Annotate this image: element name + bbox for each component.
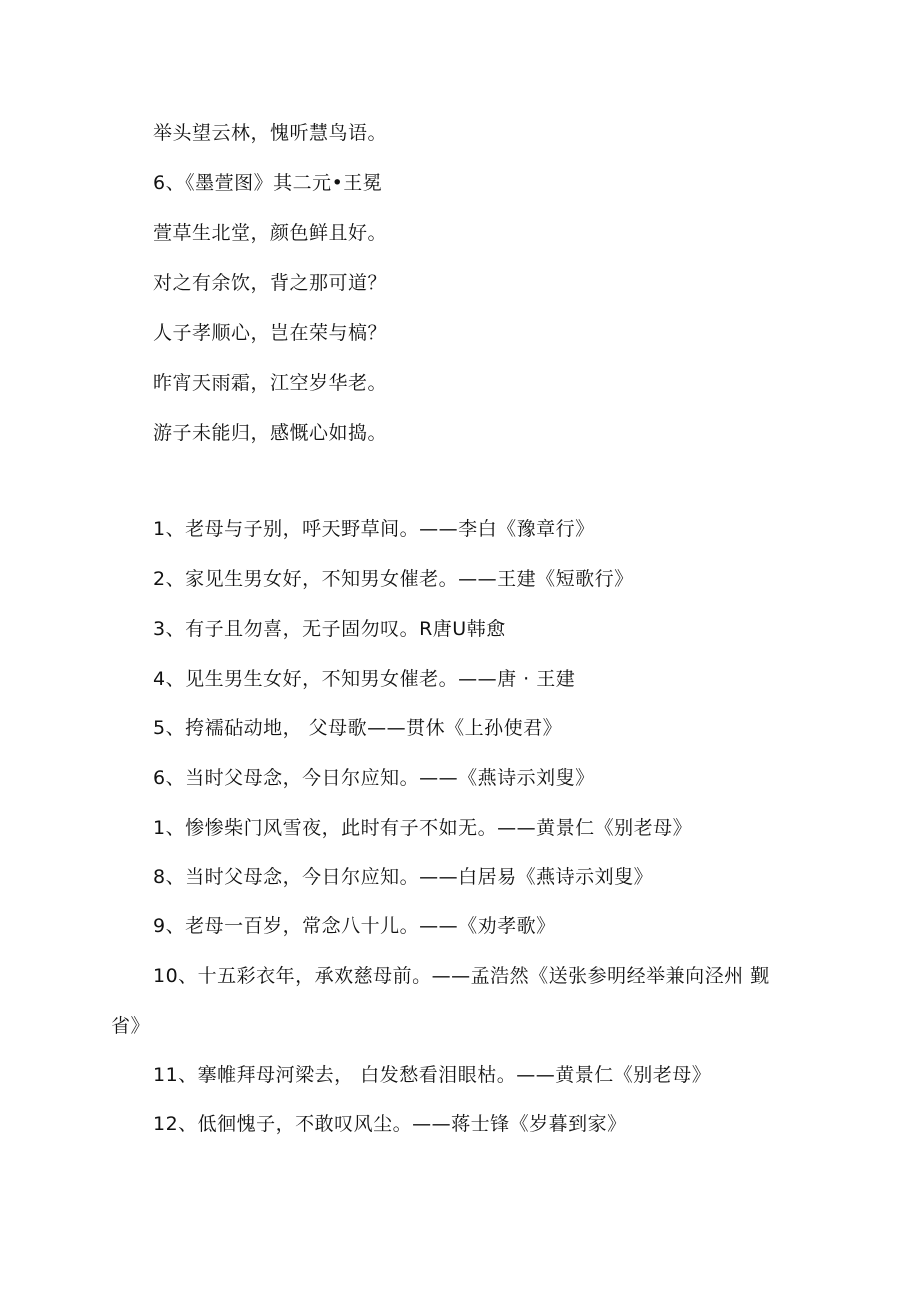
quote-item-continuation: 省》	[111, 1015, 151, 1037]
quote-item: 1、惨惨柴门风雪夜，此时有子不如无。——黄景仁《别老母》	[153, 817, 693, 839]
quote-item: 11、搴帷拜母河梁去， 白发愁看泪眼枯。——黄景仁《别老母》	[153, 1064, 712, 1086]
poem-line: 人子孝顺心，岂在荣与槁？	[153, 322, 388, 344]
quote-item: 9、老母一百岁，常念八十儿。——《劝孝歌》	[153, 915, 556, 937]
quote-item: 6、当时父母念，今日尔应知。——《燕诗示刘叟》	[153, 767, 595, 789]
poem-line: 萱草生北堂，颜色鲜且好。	[153, 222, 388, 244]
quote-item: 2、家见生男女好，不知男女催老。——王建《短歌行》	[153, 568, 634, 590]
poem-line: 举头望云林，愧听慧鸟语。	[153, 122, 388, 144]
poem-title: 6、《墨萱图》其二元•王冕	[153, 172, 383, 194]
poem-line: 昨宵天雨霜，江空岁华老。	[153, 372, 388, 394]
poem-line: 对之有余饮，背之那可道？	[153, 272, 388, 294]
quote-item: 12、低徊愧子，不敢叹风尘。——蒋士锋《岁暮到家》	[153, 1113, 627, 1135]
quote-item: 1、老母与子别，呼天野草间。——李白《豫章行》	[153, 518, 595, 540]
quote-item: 8、当时父母念，今日尔应知。——白居易《燕诗示刘叟》	[153, 866, 654, 888]
poem-line: 游子未能归，感慨心如捣。	[153, 422, 388, 444]
quote-item: 3、有子且勿喜，无子固勿叹。R唐U韩愈	[153, 618, 506, 640]
quote-item: 10、十五彩衣年，承欢慈母前。——孟浩然《送张参明经举兼向泾州 觐	[153, 965, 770, 987]
quote-item: 4、见生男生女好，不知男女催老。——唐 · 王建	[153, 668, 576, 690]
quote-item: 5、挎襦砧动地， 父母歌——贯休《上孙使君》	[153, 717, 563, 739]
